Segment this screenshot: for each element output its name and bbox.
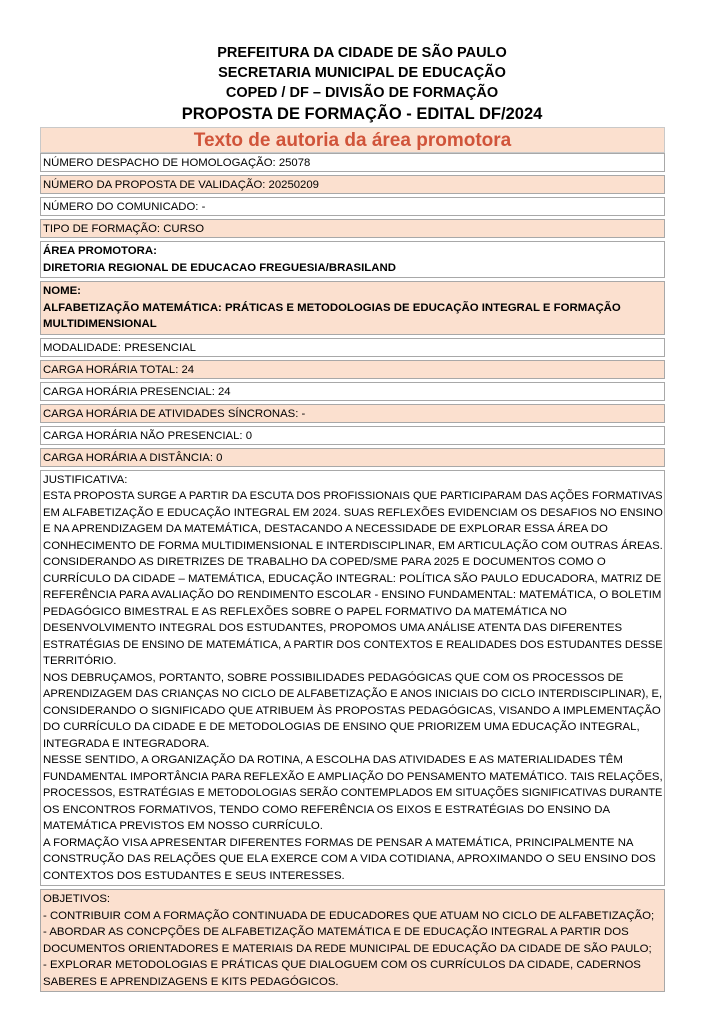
- field-objetivos: [40, 889, 665, 992]
- justificativa-line: PEDAGÓGICO BIMESTRAL E AS REFLEXÕES SOBRE O PAPEL FORMATIVO DA MATEMÁTICA NO: [43, 605, 567, 618]
- justificativa-line: CONHECIMENTO DE FORMA MULTIDIMENSIONAL E INTERDISCIPLINAR, EM ARTICULAÇÃO COM OUTRAS ÁREAS.: [43, 539, 663, 552]
- header-line-proposta: PROPOSTA DE FORMAÇÃO - EDITAL DF/2024: [181, 105, 543, 123]
- justificativa-line: NESSE SENTIDO, A ORGANIZAÇÃO DA ROTINA, A ESCOLHA DAS ATIVIDADES E AS MATERIALIDADES TÊM: [43, 754, 623, 766]
- nome-value-line2: MULTIDIMENSIONAL: [43, 318, 157, 330]
- form-fields: [40, 153, 665, 995]
- area-value: DIRETORIA REGIONAL DE EDUCACAO FREGUESIA/BRASILAND: [43, 261, 396, 274]
- justificativa-line: INTEGRADA E INTEGRADORA.: [43, 737, 210, 750]
- field-tipo: TIPO DE FORMAÇÃO: CURSO: [40, 219, 665, 238]
- field-carga-distancia: CARGA HORÁRIA A DISTÂNCIA: 0: [40, 448, 665, 467]
- justificativa-line: OS ENCONTROS FORMATIVOS, TENDO COMO REFERÊNCIA OS EIXOS E ESTRATÉGIAS DO ENSINO DA: [43, 803, 611, 816]
- field-area-promotora: [40, 241, 665, 278]
- objetivos-line: DOCUMENTOS ORIENTADORES E MATERIAIS DA REDE MUNICIPAL DE EDUCAÇÃO DA CIDADE DE SÃO PAULO;: [43, 942, 652, 955]
- field-comunicado: NÚMERO DO COMUNICADO: -: [40, 197, 665, 216]
- objetivos-label: OBJETIVOS:: [43, 893, 111, 905]
- justificativa-line: CONSIDERANDO AS DIRETRIZES DE TRABALHO DA COPED/SME PARA 2025 E DOCUMENTOS COMO O: [43, 556, 606, 568]
- justificativa-line: APRENDIZAGEM DAS CRIANÇAS NO CICLO DE ALFABETIZAÇÃO E ANOS INICIAIS DO CICLO INTERDISCIPLINAR), E,: [43, 688, 663, 700]
- justificativa-line: CONTEXTOS DOS ESTUDANTES E SEUS INTERESSES.: [43, 869, 345, 882]
- justificativa-line: ESTRATÉGIAS DE ENSINO DE MATEMÁTICA, A PARTIR DOS CONTEXTOS E REALIDADES DOS ESTUDANTES DESSE: [43, 638, 663, 651]
- justificativa-line: CURRÍCULO DA CIDADE – MATEMÁTICA, EDUCAÇÃO INTEGRAL: POLÍTICA SÃO PAULO EDUCADORA, MATRIZ DE: [43, 572, 662, 585]
- field-carga-total: CARGA HORÁRIA TOTAL: 24: [40, 360, 665, 379]
- objetivos-line: - CONTRIBUIR COM A FORMAÇÃO CONTINUADA DE EDUCADORES QUE ATUAM NO CICLO DE ALFABETIZAÇÃO;: [43, 909, 655, 922]
- field-nome: [40, 281, 665, 335]
- header-line-coped: COPED / DF – DIVISÃO DE FORMAÇÃO: [225, 85, 499, 101]
- justificativa-line: DESENVOLVIMENTO INTEGRAL DOS ESTUDANTES, PROPOMOS UMA ANÁLISE ATENTA DAS DIFERENTES: [43, 622, 623, 634]
- field-carga-sincronas: CARGA HORÁRIA DE ATIVIDADES SÍNCRONAS: -: [40, 404, 665, 423]
- field-carga-presencial: CARGA HORÁRIA PRESENCIAL: 24: [40, 382, 665, 401]
- justificativa-line: CONSTRUÇÃO DAS RELAÇÕES QUE ELA EXERCE COM A VIDA COTIDIANA, APROXIMANDO O SEU ENSINO DOS: [43, 853, 656, 865]
- document-header: [0, 43, 724, 125]
- authorship-banner: Texto de autoria da área promotora: [40, 127, 665, 153]
- justificativa-line: MATEMÁTICA PREVISTOS EM NOSSO CURRÍCULO.: [43, 820, 323, 832]
- justificativa-line: DO CURRÍCULO DA CIDADE E DE METODOLOGIAS DE ENSINO QUE PRIORIZEM UMA EDUCAÇÃO INTEGRAL,: [43, 721, 640, 733]
- justificativa-label: JUSTIFICATIVA:: [43, 473, 128, 486]
- area-label: ÁREA PROMOTORA:: [43, 245, 157, 257]
- field-modalidade: MODALIDADE: PRESENCIAL: [40, 338, 665, 357]
- justificativa-line: CONSIDERANDO O SIGNIFICADO QUE ATRIBUEM ÀS PROPOSTAS PEDAGÓGICAS, VISANDO A IMPLEMENTAÇÃO: [43, 704, 661, 717]
- field-justificativa: [40, 470, 665, 887]
- justificativa-line: TERRITÓRIO.: [43, 655, 117, 667]
- header-line-secretaria: SECRETARIA MUNICIPAL DE EDUCAÇÃO: [218, 65, 506, 81]
- objetivos-line: SABERES E APRENDIZAGENS E KITS PEDAGÓGICOS.: [43, 975, 339, 988]
- justificativa-line: FUNDAMENTAL IMPORTÂNCIA PARA REFLEXÃO E AMPLIAÇÃO DO PENSAMENTO MATEMÁTICO. TAIS RELAÇÕES,: [43, 770, 663, 783]
- field-validacao: NÚMERO DA PROPOSTA DE VALIDAÇÃO: 20250209: [40, 175, 665, 194]
- justificativa-line: NOS DEBRUÇAMOS, PORTANTO, SOBRE POSSIBILIDADES PEDAGÓGICAS QUE COM OS PROCESSOS DE: [43, 671, 624, 684]
- nome-label: NOME:: [43, 285, 81, 297]
- field-carga-nao-presencial: CARGA HORÁRIA NÃO PRESENCIAL: 0: [40, 426, 665, 445]
- objetivos-line: - EXPLORAR METODOLOGIAS E PRÁTICAS QUE DIALOGUEM COM OS CURRÍCULOS DA CIDADE, CADERNOS: [43, 959, 641, 971]
- field-despacho: NÚMERO DESPACHO DE HOMOLOGAÇÃO: 25078: [40, 153, 665, 172]
- justificativa-line: ESTA PROPOSTA SURGE A PARTIR DA ESCUTA DOS PROFISSIONAIS QUE PARTICIPARAM DAS AÇÕES FORMATIVAS: [43, 490, 663, 502]
- nome-value-line1: ALFABETIZAÇÃO MATEMÁTICA: PRÁTICAS E METODOLOGIAS DE EDUCAÇÃO INTEGRAL E FORMAÇÃO: [43, 301, 621, 314]
- justificativa-line: E NA APRENDIZAGEM DA MATEMÁTICA, DESTACANDO A NECESSIDADE DE EXPLORAR ESSA ÁREA DO: [43, 523, 608, 535]
- justificativa-line: A FORMAÇÃO VISA APRESENTAR DIFERENTES FORMAS DE PENSAR A MATEMÁTICA, PRINCIPALMENTE NA: [43, 836, 634, 849]
- justificativa-line: PROCESSOS, ESTRATÉGIAS E METODOLOGIAS SERÃO CONTEMPLADOS EM SITUAÇÕES SIGNIFICATIVAS DURANTE: [43, 787, 663, 799]
- justificativa-line: EM ALFABETIZAÇÃO E EDUCAÇÃO INTEGRAL EM 2024. SUAS REFLEXÕES EVIDENCIAM OS DESAFIOS NO ENSINO: [43, 506, 663, 519]
- header-line-prefeitura: PREFEITURA DA CIDADE DE SÃO PAULO: [217, 45, 507, 61]
- objetivos-line: - ABORDAR AS CONCPÇÕES DE ALFABETIZAÇÃO MATEMÁTICA E DE EDUCAÇÃO INTEGRAL A PARTIR DOS: [43, 926, 629, 938]
- justificativa-line: REFERÊNCIA PARA AVALIAÇÃO DO RENDIMENTO ESCOLAR - ENSINO FUNDAMENTAL: MATEMÁTICA, O BOLETIM: [43, 589, 662, 601]
